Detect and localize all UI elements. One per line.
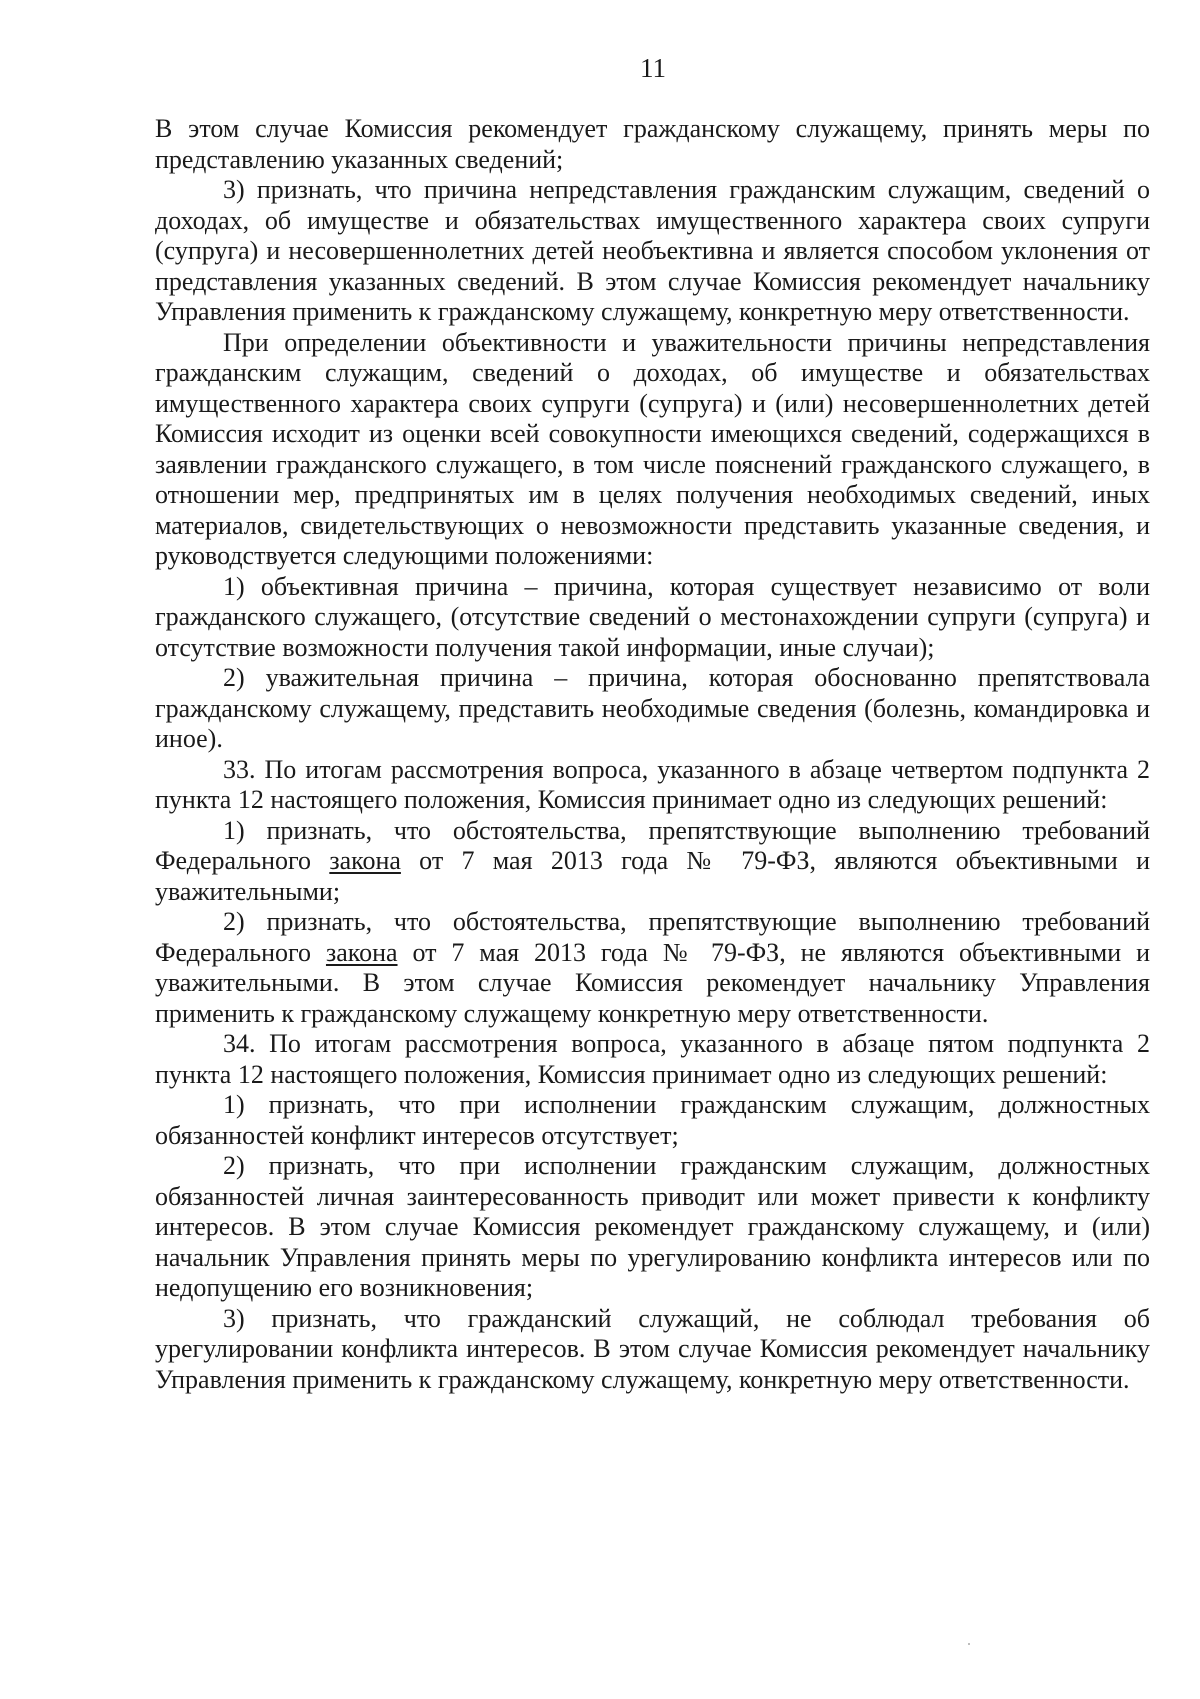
paragraph: [155, 816, 1150, 908]
paragraph: 34. По итогам рассмотрения вопроса, указанного в абзаце пятом подпункта 2 пункта 12 настоящего положения, Комиссия принимает одно из следующих решений:: [155, 1029, 1150, 1089]
paragraph: 2) уважительная причина – причина, которая обоснованно препятствовала гражданскому служащему, представить необходимые сведения (болезнь, командировка и иное).: [155, 663, 1150, 753]
paragraph: 1) объективная причина – причина, которая существует независимо от воли гражданского служащего, (отсутствие сведений о местонахождении супруги (супруга) и отсутствие возможности получения такой информации, иные случаи);: [155, 571, 1150, 662]
paragraph: [155, 907, 1150, 1029]
paragraph: При определении объективности и уважительности причины непредставления гражданским служащим, сведений о доходах, об имуществе и обязательствах имущественного характера своих супруги (супруга) и (или) несовершеннолетних детей Комиссия исходит из оценки всей совокупности имеющихся сведений, содержащихся в заявлении гражданского служащего, в том числе пояснений гражданского служащего, в отношении мер, предпринятых им в целях получения необходимых сведений, иных материалов, свидетельствующих о невозможности представить указанные сведения, и руководствуется следующими положениями:: [155, 327, 1150, 570]
paragraph: 1) признать, что при исполнении гражданским служащим, должностных обязанностей конфликт интересов отсутствует;: [155, 1090, 1150, 1150]
page-number: 11: [640, 53, 666, 83]
paragraph-text: 2) признать, что обстоятельства, препятствующие выполнению требований Федерального: [155, 907, 1150, 967]
paragraph-text: 1) признать, что обстоятельства, препятствующие выполнению требований Федерального: [155, 815, 1150, 875]
paragraph: 3) признать, что гражданский служащий, не соблюдал требования об урегулировании конфликта интересов. В этом случае Комиссия рекомендует начальнику Управления применить к гражданскому служащему, конкретную меру ответственности.: [155, 1303, 1150, 1394]
paragraph: 3) признать, что причина непредставления гражданским служащим, сведений о доходах, об имуществе и обязательствах имущественного характера своих супруги (супруга) и несовершеннолетних детей необъективна и является способом уклонения от представления указанных сведений. В этом случае Комиссия рекомендует начальнику Управления применить к гражданскому служащему, конкретную меру ответственности.: [155, 175, 1150, 326]
paragraph: 33. По итогам рассмотрения вопроса, указанного в абзаце четвертом подпункта 2 пункта 12 настоящего положения, Комиссия принимает одно из следующих решений:: [155, 754, 1150, 814]
document-body: [155, 114, 1150, 1395]
paragraph: 2) признать, что при исполнении гражданским служащим, должностных обязанностей личная заинтересованность приводит или может привести к конфликту интересов. В этом случае Комиссия рекомендует гражданскому служащему, и (или) начальник Управления принять меры по урегулированию конфликта интересов или по недопущению его возникновения;: [155, 1151, 1150, 1302]
paragraph-text: от 7 мая 2013 года № 79-ФЗ, не являются объективными и уважительными. В этом случае Комиссия рекомендует начальнику Управления применить к гражданскому служащему конкретную меру ответственности.: [155, 937, 1150, 1028]
paragraph-text: от 7 мая 2013 года № 79-ФЗ, являются объективными и уважительными;: [155, 846, 1150, 906]
law-link[interactable]: закона: [325, 937, 398, 967]
paragraph: В этом случае Комиссия рекомендует гражданскому служащему, принять меры по представлению указанных сведений;: [155, 114, 1150, 174]
law-link[interactable]: закона: [329, 846, 401, 875]
scan-speck: [968, 1643, 970, 1645]
